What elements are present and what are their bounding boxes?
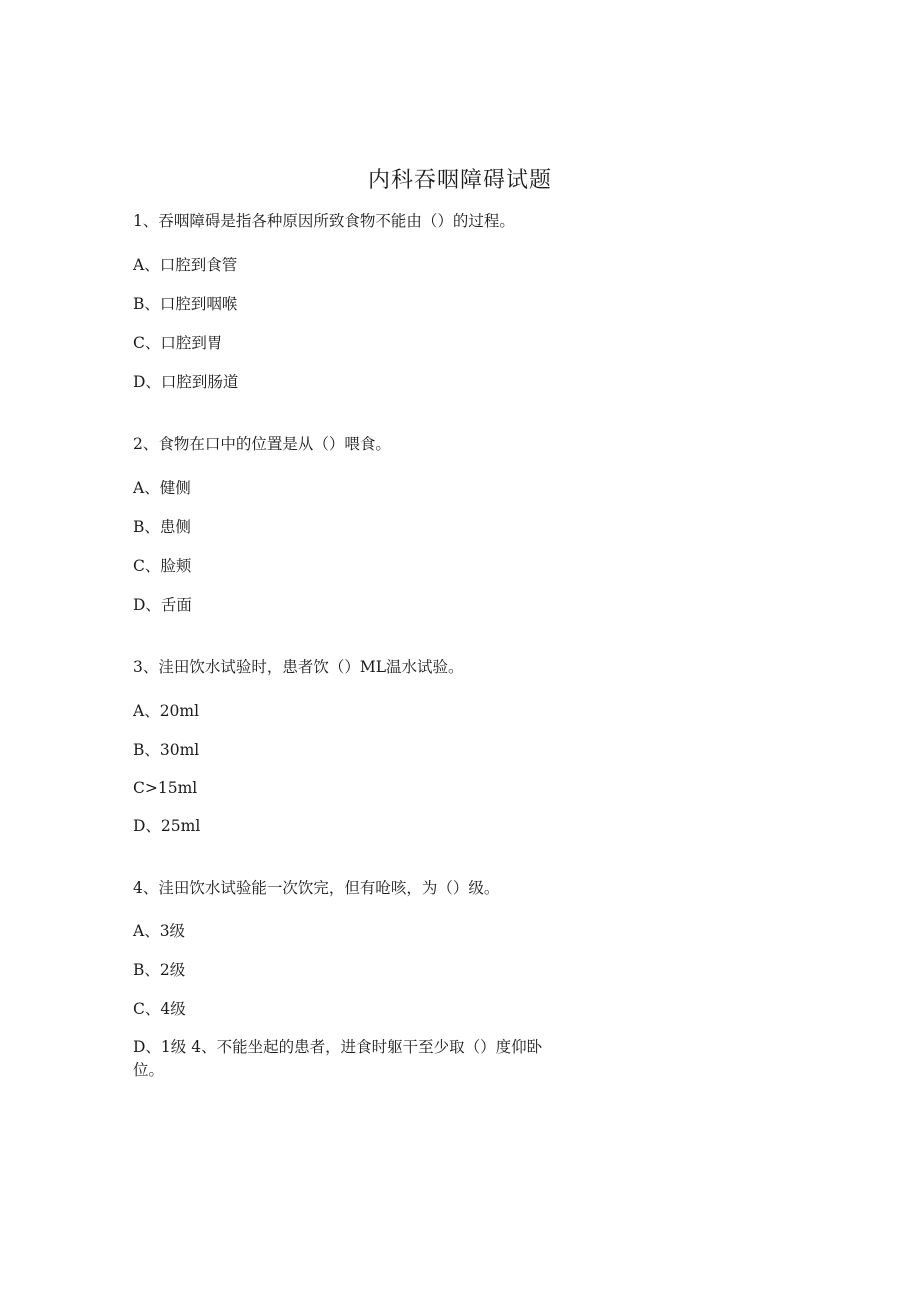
page-title: 内科吞咽障碍试题 — [367, 168, 552, 193]
question-1-option-c: C、口腔到胃 — [133, 334, 223, 352]
question-4-option-a: A、3级 — [133, 922, 186, 940]
question-2-option-d: D、舌面 — [133, 596, 192, 614]
question-3-stem: 3、洼田饮水试验时，患者饮（）ML温水试验。 — [133, 658, 464, 676]
question-3-option-c: C>15ml — [133, 779, 198, 797]
question-2-option-c: C、脸颊 — [133, 557, 192, 575]
question-1-option-d: D、口腔到肠道 — [133, 373, 239, 391]
question-1-stem: 1、吞咽障碍是指各种原因所致食物不能由（）的过程。 — [133, 212, 515, 230]
question-4-option-b: B、2级 — [133, 961, 186, 979]
question-4-stem: 4、洼田饮水试验能一次饮完，但有呛咳，为（）级。 — [133, 879, 500, 897]
question-3-option-d: D、25ml — [133, 817, 201, 835]
question-4-option-d: D、1级 4、不能坐起的患者，进食时躯干至少取（）度仰卧位。 — [133, 1038, 543, 1079]
question-3-option-b: B、30ml — [133, 741, 200, 759]
question-2-option-a: A、健侧 — [133, 479, 191, 497]
question-2-stem: 2、食物在口中的位置是从（）喂食。 — [133, 435, 391, 453]
question-4-option-c: C、4级 — [133, 1000, 186, 1018]
question-2-option-b: B、患侧 — [133, 518, 191, 536]
question-1-option-a: A、口腔到食管 — [133, 256, 238, 274]
question-1-option-b: B、口腔到咽喉 — [133, 295, 238, 313]
question-3-option-a: A、20ml — [133, 702, 200, 720]
